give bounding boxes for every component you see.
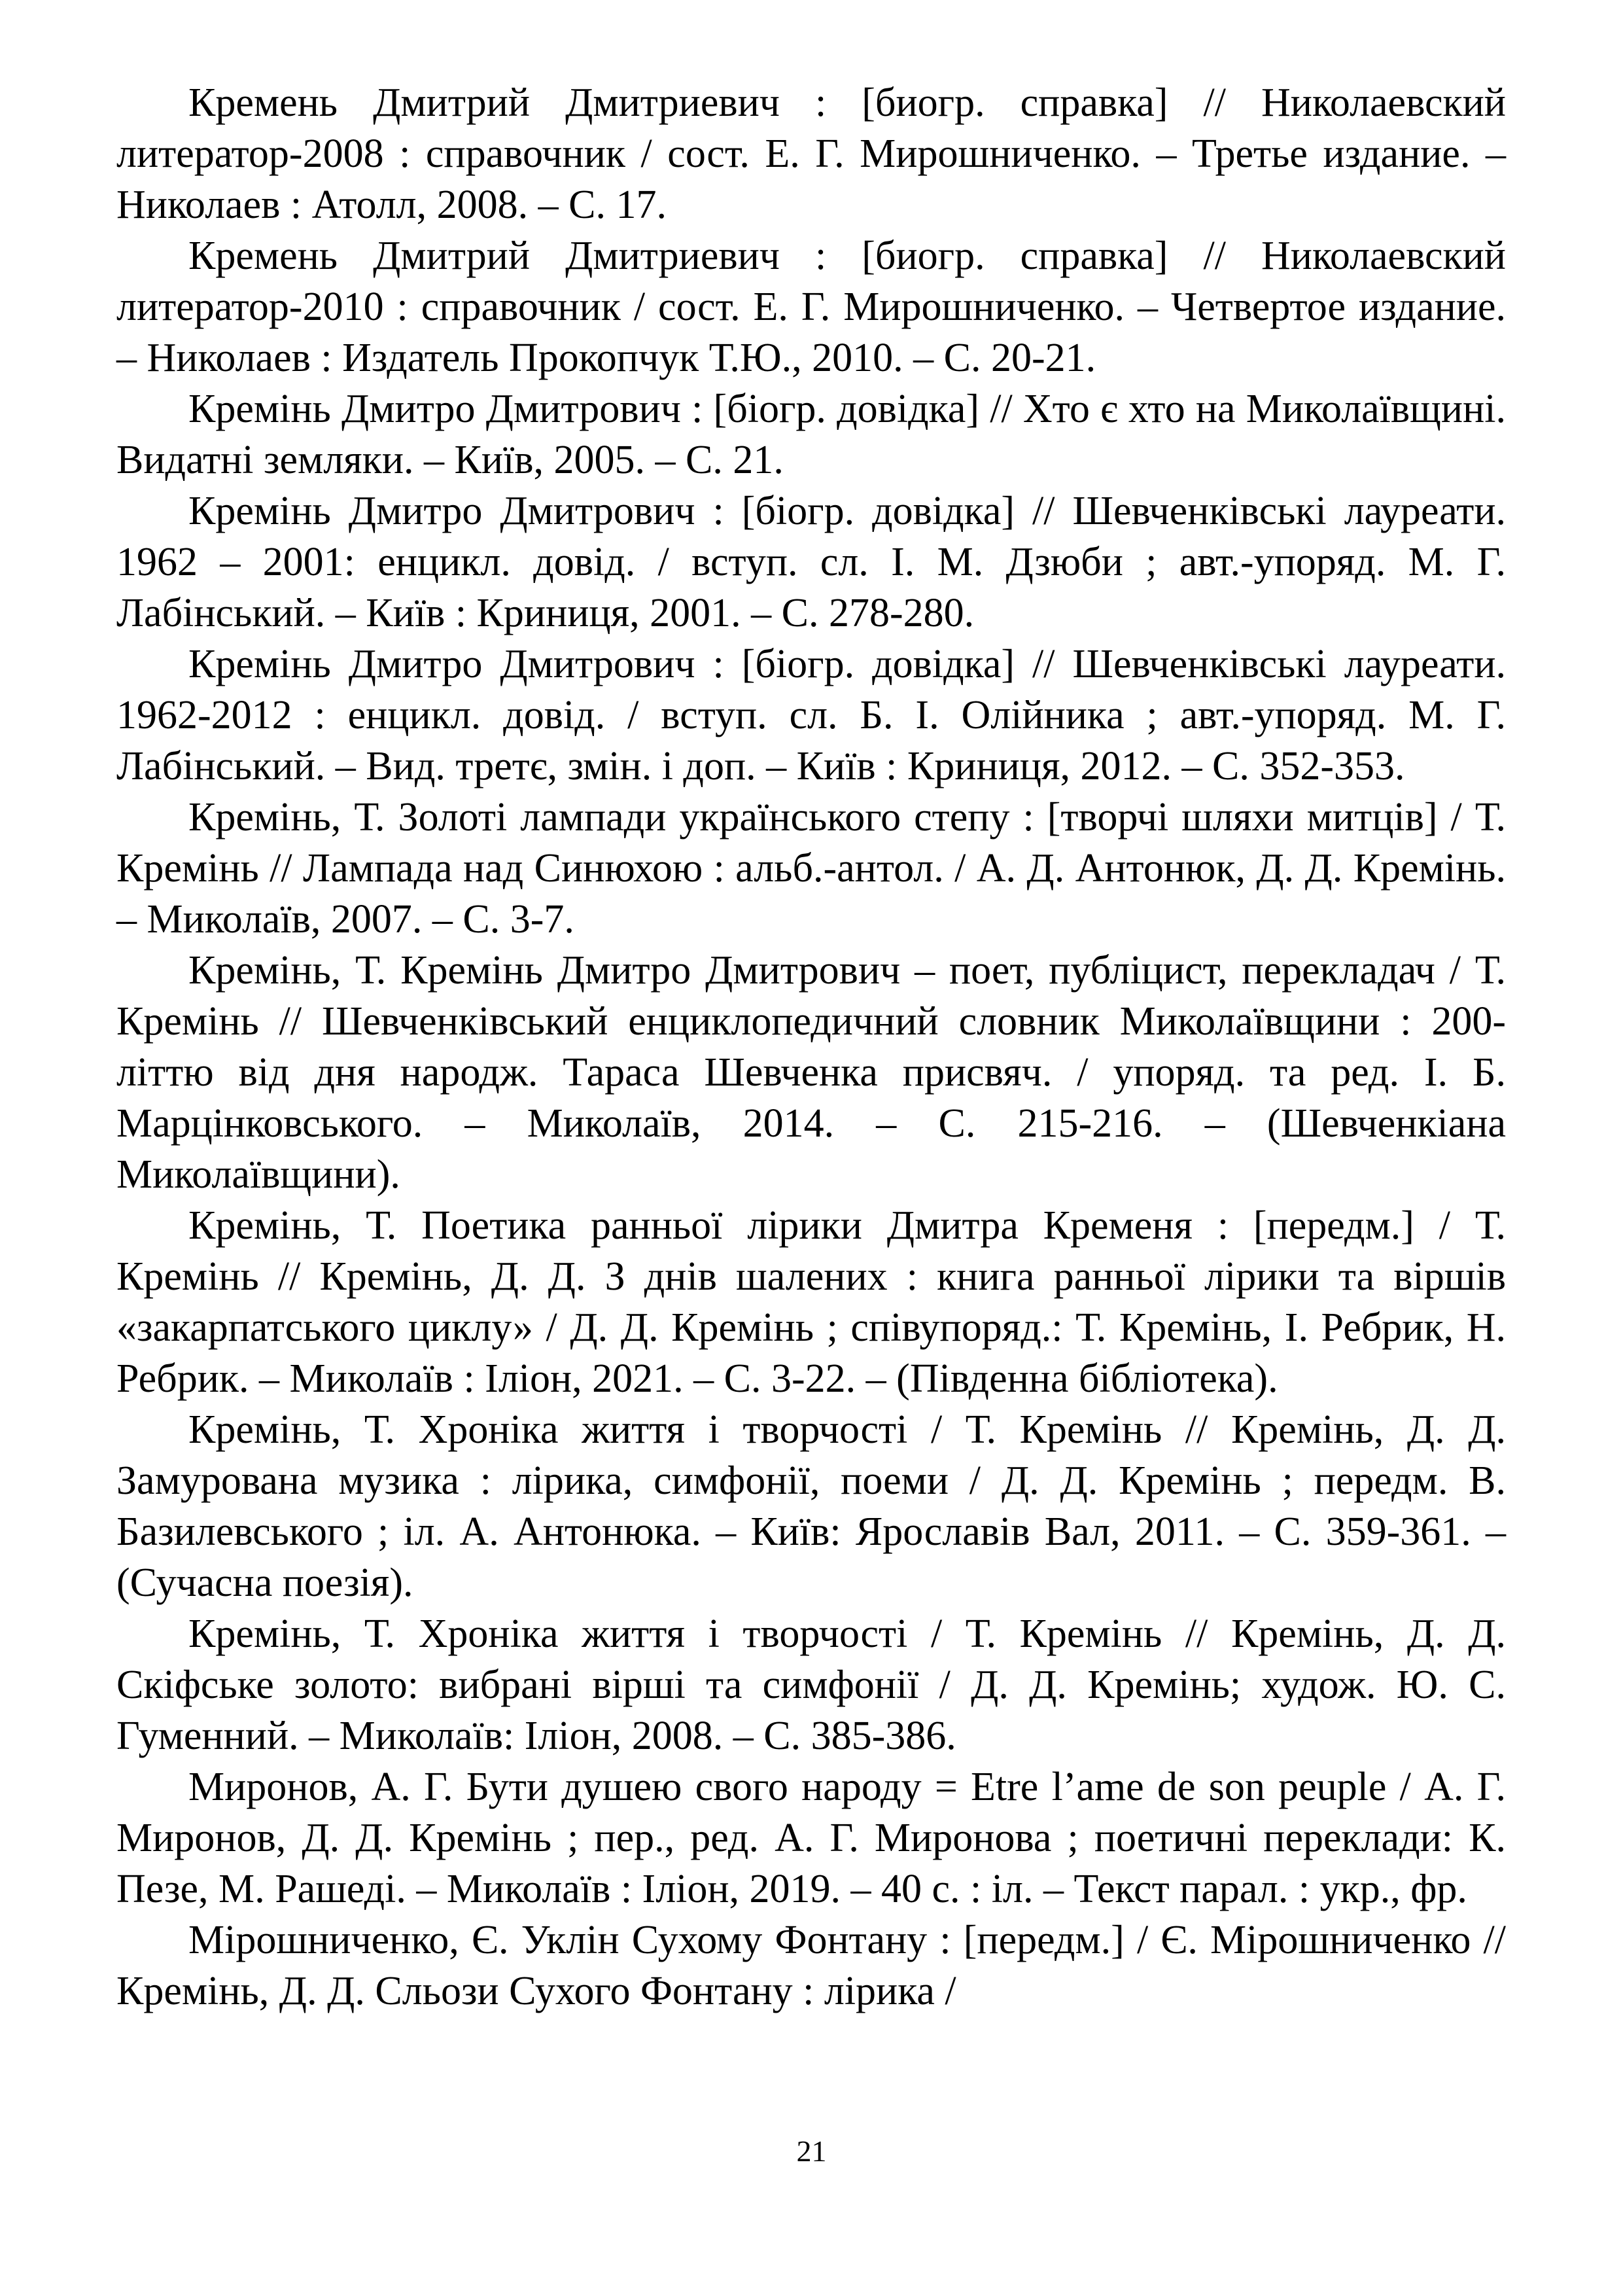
bibliography-entry: Миронов, А. Г. Бути душею свого народу = Etre l’ame de son peuple / А. Г. Миронов, Д. Д. Кремінь ; пер., ред. А. Г. Миронова ; поетичні переклади: К. Пезе, М. Рашеді. – Миколаїв : Іліон, 2019. – 40 с. : іл. – Текст парал. : укр., фр. <box>116 1765 1506 1911</box>
bibliography-entry: Кремінь Дмитро Дмитрович : [біогр. довідка] // Шевченківські лауреати. 1962-2012 : енцикл. довід. / вступ. сл. Б. І. Олійника ; авт.-упоряд. М. Г. Лабінський. – Вид. третє, змін. і доп. – Київ : Криниця, 2012. – С. 352-353. <box>116 642 1506 788</box>
bibliography-entry: Кремінь Дмитро Дмитрович : [біогр. довідка] // Хто є хто на Миколаївщині. Видатні земляки. – Київ, 2005. – С. 21. <box>116 387 1506 482</box>
page-number: 21 <box>796 2134 827 2168</box>
bibliography-entry: Кремінь, Т. Кремінь Дмитро Дмитрович – поет, публіцист, перекладач / Т. Кремінь // Шевченківський енциклопедичний словник Миколаївщини : 200-літтю від дня народж. Тараса Шевченка присвяч. / упоряд. та ред. І. Б. Марцінковського. – Миколаїв, 2014. – С. 215-216. – (Шевченкіана Миколаївщини). <box>116 948 1506 1197</box>
bibliography-entry: Кремень Дмитрий Дмитриевич : [биогр. справка] // Николаевский литератор-2010 : справочник / сост. Е. Г. Мирошниченко. – Четвертое издание. – Николаев : Издатель Прокопчук Т.Ю., 2010. – С. 20-21. <box>116 234 1506 380</box>
bibliography-entry: Кремінь, Т. Хроніка життя і творчості / Т. Кремінь // Кремінь, Д. Д. Замурована музика : лірика, симфонії, поеми / Д. Д. Кремінь ; передм. В. Базилевського ; іл. А. Антонюка. – Київ: Ярославів Вал, 2011. – С. 359-361. – (Сучасна поезія). <box>116 1407 1506 1605</box>
bibliography-entry: Кремінь Дмитро Дмитрович : [біогр. довідка] // Шевченківські лауреати. 1962 – 2001: енцикл. довід. / вступ. сл. І. М. Дзюби ; авт.-упоряд. М. Г. Лабінський. – Київ : Криниця, 2001. – С. 278-280. <box>116 489 1506 635</box>
bibliography-entry: Кремінь, Т. Хроніка життя і творчості / Т. Кремінь // Кремінь, Д. Д. Скіфське золото: вибрані вірші та симфонії / Д. Д. Кремінь; худож. Ю. С. Гуменний. – Миколаїв: Іліон, 2008. – С. 385-386. <box>116 1612 1506 1758</box>
bibliography-entry: Кремень Дмитрий Дмитриевич : [биогр. справка] // Николаевский литератор-2008 : справочник / сост. Е. Г. Мирошниченко. – Третье издание. – Николаев : Атолл, 2008. – С. 17. <box>116 80 1506 227</box>
bibliography-list <box>116 77 1506 2017</box>
bibliography-entry: Кремінь, Т. Поетика ранньої лірики Дмитра Кременя : [передм.] / Т. Кремінь // Кремінь, Д. Д. З днів шалених : книга ранньої лірики та віршів «закарпатського циклу» / Д. Д. Кремінь ; співупоряд.: Т. Кремінь, І. Ребрик, Н. Ребрик. – Миколаїв : Іліон, 2021. – С. 3-22. – (Південна бібліотека). <box>116 1203 1506 1401</box>
bibliography-entry: Мірошниченко, Є. Уклін Сухому Фонтану : [передм.] / Є. Мірошниченко // Кремінь, Д. Д. Сльози Сухого Фонтану : лірика / <box>116 1918 1506 2013</box>
bibliography-entry: Кремінь, Т. Золоті лампади українського степу : [творчі шляхи митців] / Т. Кремінь // Лампада над Синюхою : альб.-антол. / А. Д. Антонюк, Д. Д. Кремінь. – Миколаїв, 2007. – С. 3-7. <box>116 795 1506 942</box>
